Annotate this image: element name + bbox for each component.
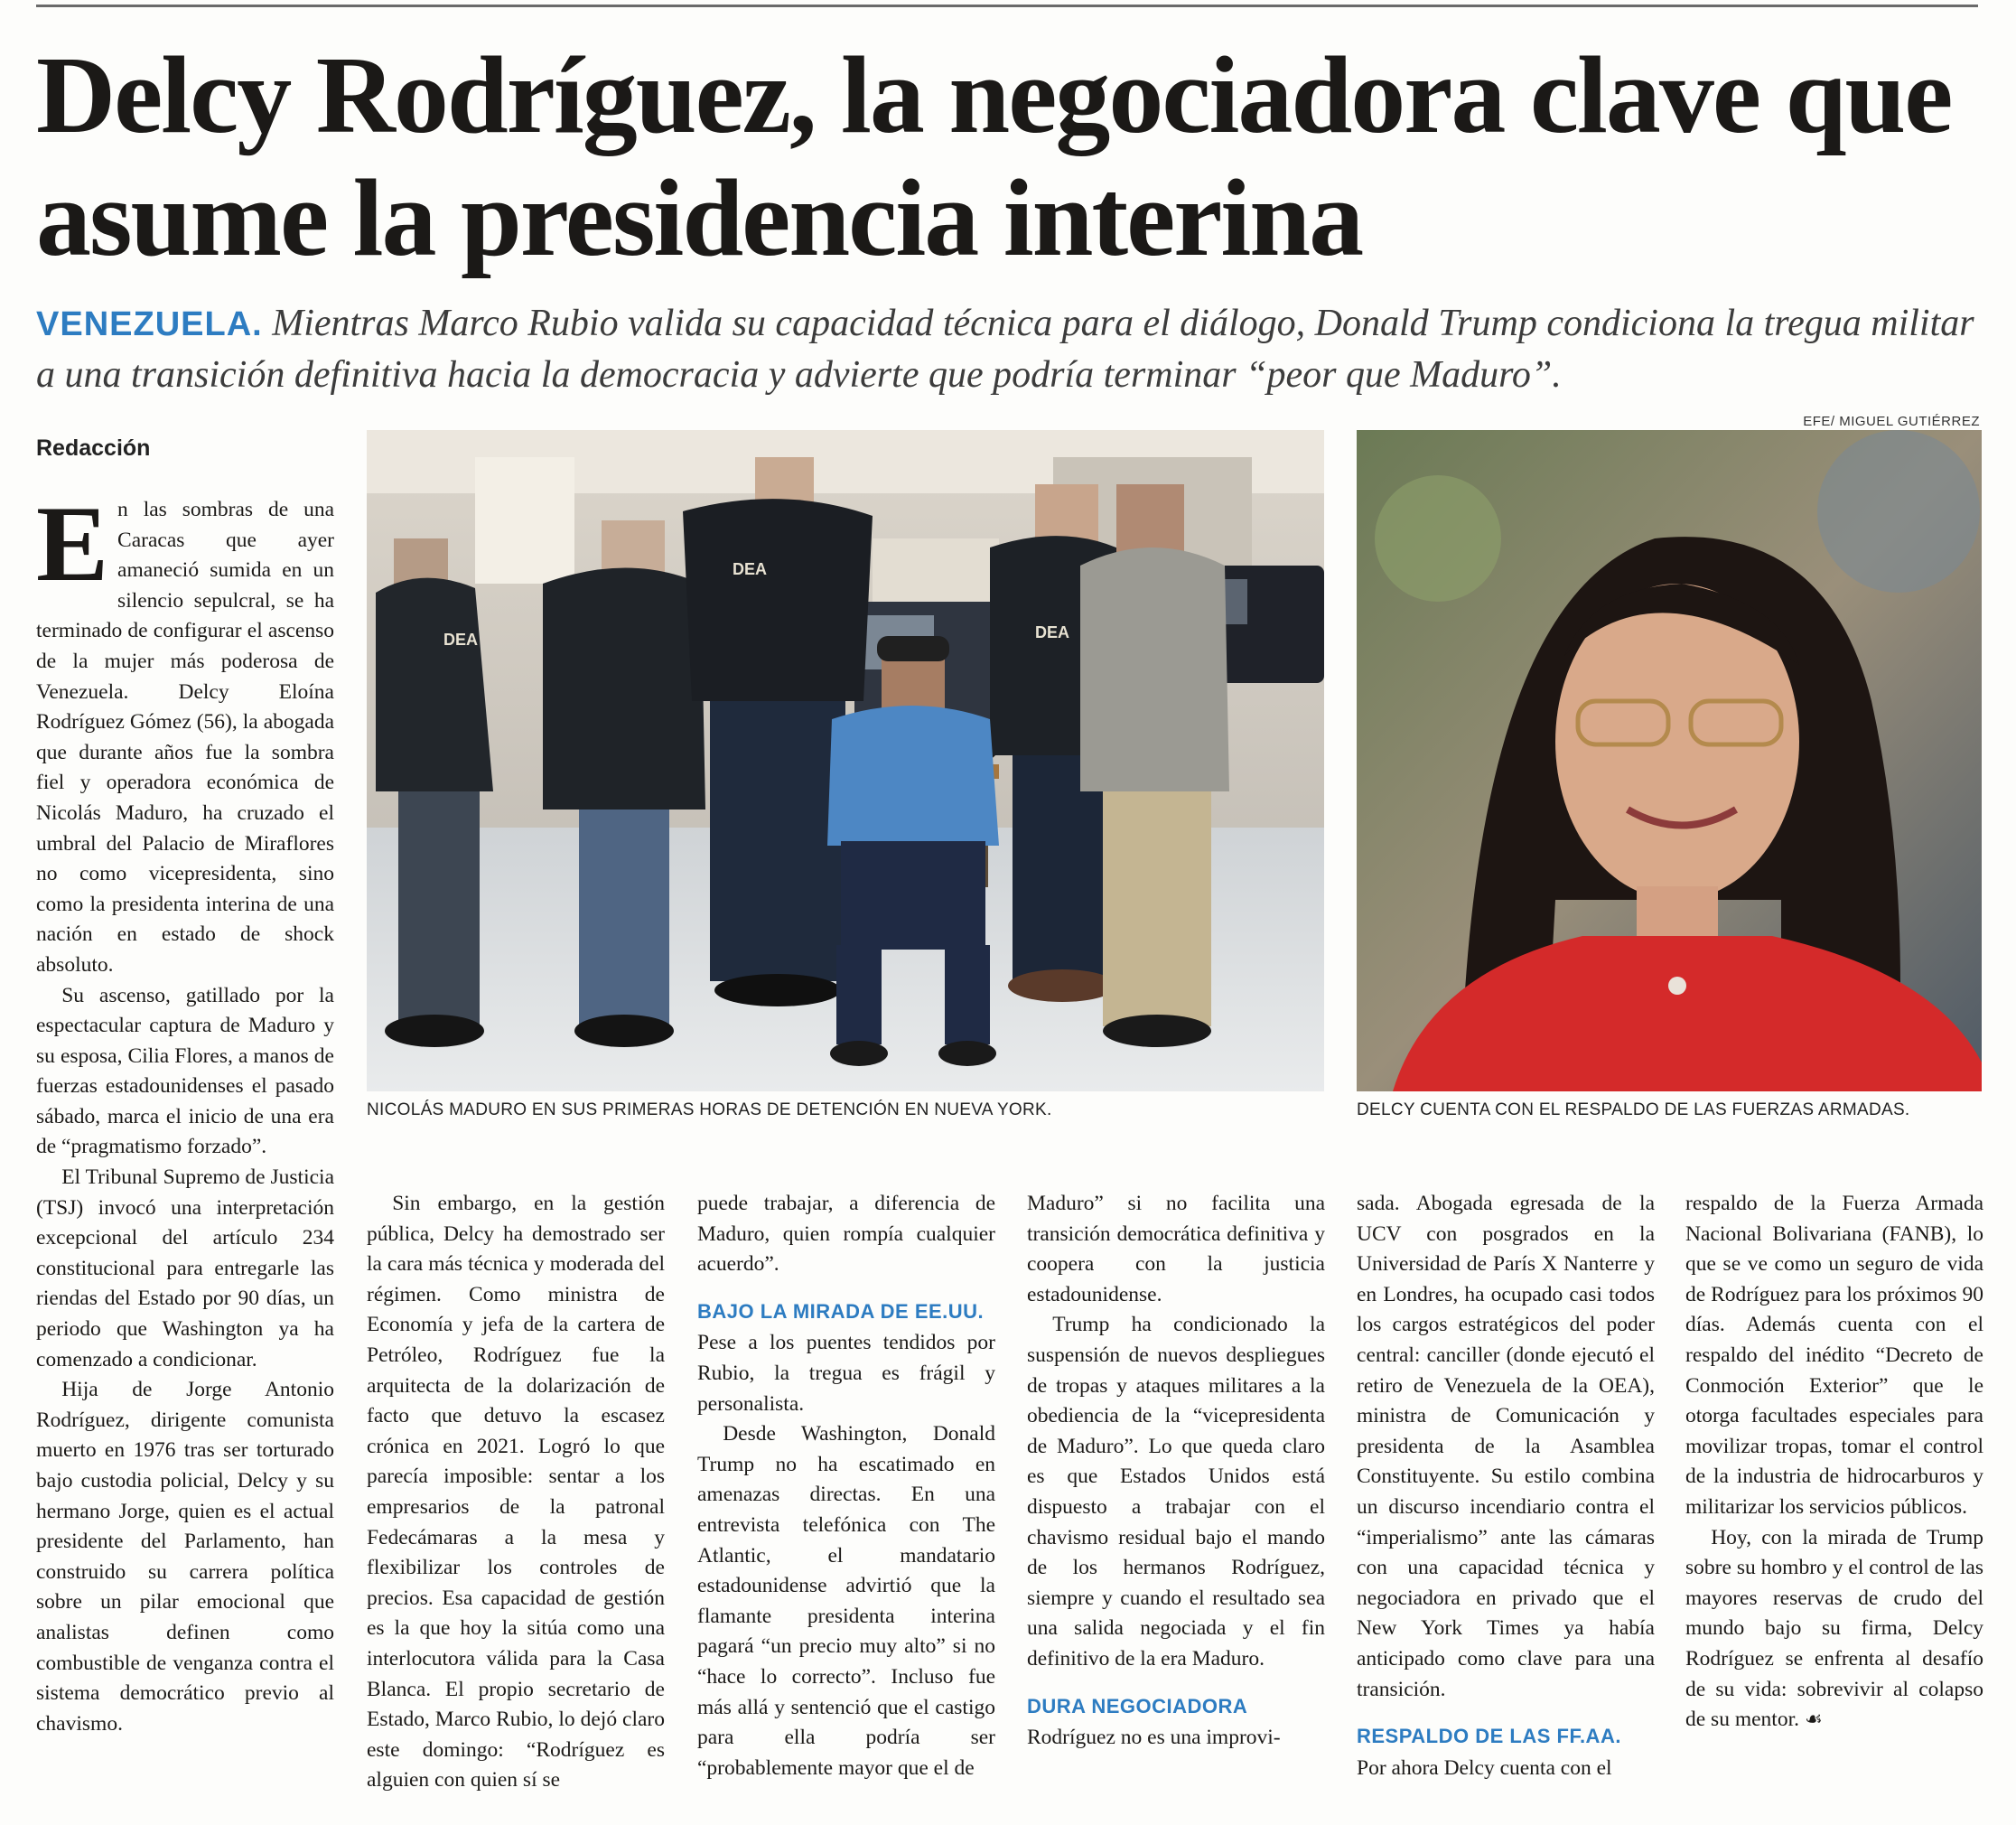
paragraph: Rodríguez no es una improvi-: [1027, 1726, 1281, 1750]
deck-text: Mientras Marco Rubio valida su capacidad técnica para el diálogo, Donald Trump condiciona la tregua militar a una transición definitiva hacia la democracia y advierte que podría terminar “peor que Maduro”.: [36, 303, 1974, 396]
paragraph: El Tribunal Supremo de Justicia (TSJ) invocó una interpretación excepcional del artículo 234 constitucional para entregarle las riendas del Estado por 90 días, un periodo que Washington ya ha comenzado a condicionar.: [36, 1165, 334, 1371]
photo-maduro-illustration: [367, 430, 1324, 1091]
dea-label-3: DEA: [1035, 623, 1070, 641]
deck: [36, 298, 1987, 400]
photo2-caption: DELCY CUENTA CON EL RESPALDO DE LAS FUERZAS ARMADAS.: [1357, 1100, 1910, 1119]
paragraph: Hija de Jorge Antonio Rodríguez, dirigente comunista muerto en 1976 tras ser torturado bajo custodia policial, Delcy y su hermano Jorge, quien es el actual presidente del Parlamento, han construido su carrera política sobre un pilar emocional que analistas definen como combustible de venganza contra el sistema democrático previo al chavismo.: [36, 1378, 334, 1736]
column-2: [367, 1189, 665, 1796]
photo-credit: EFE/ MIGUEL GUTIÉRREZ: [1803, 414, 1980, 429]
end-mark-icon: ☙: [1804, 1708, 1823, 1732]
paragraph: Su ascenso, gatillado por la espectacular captura de Maduro y su esposa, Cilia Flores, a manos de fuerzas estadounidenses el pasado sábado, marca el inicio de una era de “pragmatismo forzado”.: [36, 983, 334, 1159]
subhead-bajo-la-mirada: BAJO LA MIRADA DE EE.UU.: [697, 1299, 985, 1323]
column-3: [697, 1189, 995, 1783]
paragraph: Pese a los puentes tendidos por Rubio, la tregua es frágil y personalista.: [697, 1331, 995, 1416]
photo-maduro-detention: [367, 430, 1324, 1091]
paragraph: puede trabajar, a diferencia de Maduro, quien rompía cualquier acuerdo”.: [697, 1192, 995, 1277]
top-rule: [36, 5, 1978, 7]
column-4: [1027, 1189, 1325, 1754]
deck-tag: VENEZUELA.: [36, 305, 263, 343]
column-5: [1357, 1189, 1655, 1783]
dea-label-2: DEA: [733, 560, 768, 578]
photo-delcy-illustration: [1357, 430, 1982, 1091]
photo-delcy-portrait: [1357, 430, 1982, 1091]
photo1-caption: NICOLÁS MADURO EN SUS PRIMERAS HORAS DE DETENCIÓN EN NUEVA YORK.: [367, 1100, 1052, 1119]
paragraph: Sin embargo, en la gestión pública, Delcy ha demostrado ser la cara más técnica y moderada del régimen. Como ministra de Economía y jefa de la cartera de Petróleo, Rodríguez fue la arquitecta de la dolarización de facto que detuvo la escasez crónica en 2021. Logró lo que parecía imposible: sentar a los empresarios de la patronal Fedecámaras a la mesa y flexibilizar los controles de precios. Esa capacidad de gestión es la que hoy la sitúa como una interlocutora válida para la Casa Blanca. El propio secretario de Estado, Marco Rubio, lo dejó claro este domingo: “Rodríguez es alguien con quien sí se: [367, 1192, 665, 1792]
subhead-respaldo: RESPALDO DE LAS FF.AA.: [1357, 1725, 1621, 1748]
column-6: [1685, 1189, 1983, 1736]
paragraph: Maduro” si no facilita una transición democrática definitiva y coopera con la justicia estadounidense.: [1027, 1192, 1325, 1306]
lead-text: n las sombras de una Caracas que ayer amaneció sumida en un silencio sepulcral, se ha terminado de configurar el ascenso de la mujer más poderosa de Venezuela. Delcy Eloína Rodríguez Gómez (56), la abogada que durante años fue la sombra fiel y operadora económica de Nicolás Maduro, ha cruzado el umbral del Palacio de Miraflores no como vicepresidenta, sino como la presidenta interina de una nación en estado de shock absoluto.: [36, 498, 334, 977]
subhead-dura-negociadora: DURA NEGOCIADORA: [1027, 1694, 1248, 1717]
paragraph: Por ahora Delcy cuenta con el: [1357, 1755, 1612, 1780]
dea-label-1: DEA: [443, 631, 479, 649]
dropcap: E: [36, 483, 109, 604]
closing-text: Hoy, con la mirada de Trump sobre su hombro y el control de las mayores reservas de crudo del mundo bajo su firma, Delcy Rodríguez se enfrenta al desafío de su vida: sobrevivir al colapso de su mentor.: [1685, 1525, 1983, 1732]
lead-paragraph: [36, 483, 334, 981]
byline: Redacción: [36, 435, 151, 461]
closing-paragraph: [1685, 1523, 1983, 1736]
column-1: [36, 483, 334, 1739]
paragraph: respaldo de la Fuerza Armada Nacional Bolivariana (FANB), lo que se ve como un seguro de vida de Rodríguez para los próximos 90 días. Además cuenta con el respaldo del inédito “Decreto de Conmoción Exterior” que le otorga facultades especiales para movilizar tropas, tomar el control de la industria de hidrocarburos y militarizar los servicios públicos.: [1685, 1192, 1983, 1519]
paragraph: Desde Washington, Donald Trump no ha escatimado en amenazas directas. En una entrevista telefónica con The Atlantic, el mandatario estadounidense advirtió que la flamante presidenta interina pagará “un precio muy alto” si no “hace lo correcto”. Incluso fue más allá y sentenció que el castigo para ella podría ser “probablemente mayor que el de: [697, 1422, 995, 1780]
paragraph: sada. Abogada egresada de la UCV con posgrados en la Universidad de París X Nanterre y en Londres, ha ocupado casi todos los cargos estratégicos del poder central: canciller (donde ejecutó el retiro de Venezuela de la OEA), ministra de Comunicación y presidenta de la Asamblea Constituyente. Su estilo combina un discurso incendiario contra el “imperialismo” ante las cámaras con una capacidad técnica y negociadora en privado que el New York Times ya había anticipado como clave para una transición.: [1357, 1192, 1655, 1701]
paragraph: Trump ha condicionado la suspensión de nuevos despliegues de tropas y ataques militares a la obediencia de la “vicepresidenta de Maduro”. Lo que queda claro es que Estados Unidos está dispuesto a trabajar con el chavismo residual bajo el mando de los hermanos Rodríguez, siempre y cuando el resultado sea una salida negociada y el fin definitivo de la era Maduro.: [1027, 1313, 1325, 1671]
headline: Delcy Rodríguez, la negociadora clave que asume la presidencia interina: [36, 34, 1952, 279]
